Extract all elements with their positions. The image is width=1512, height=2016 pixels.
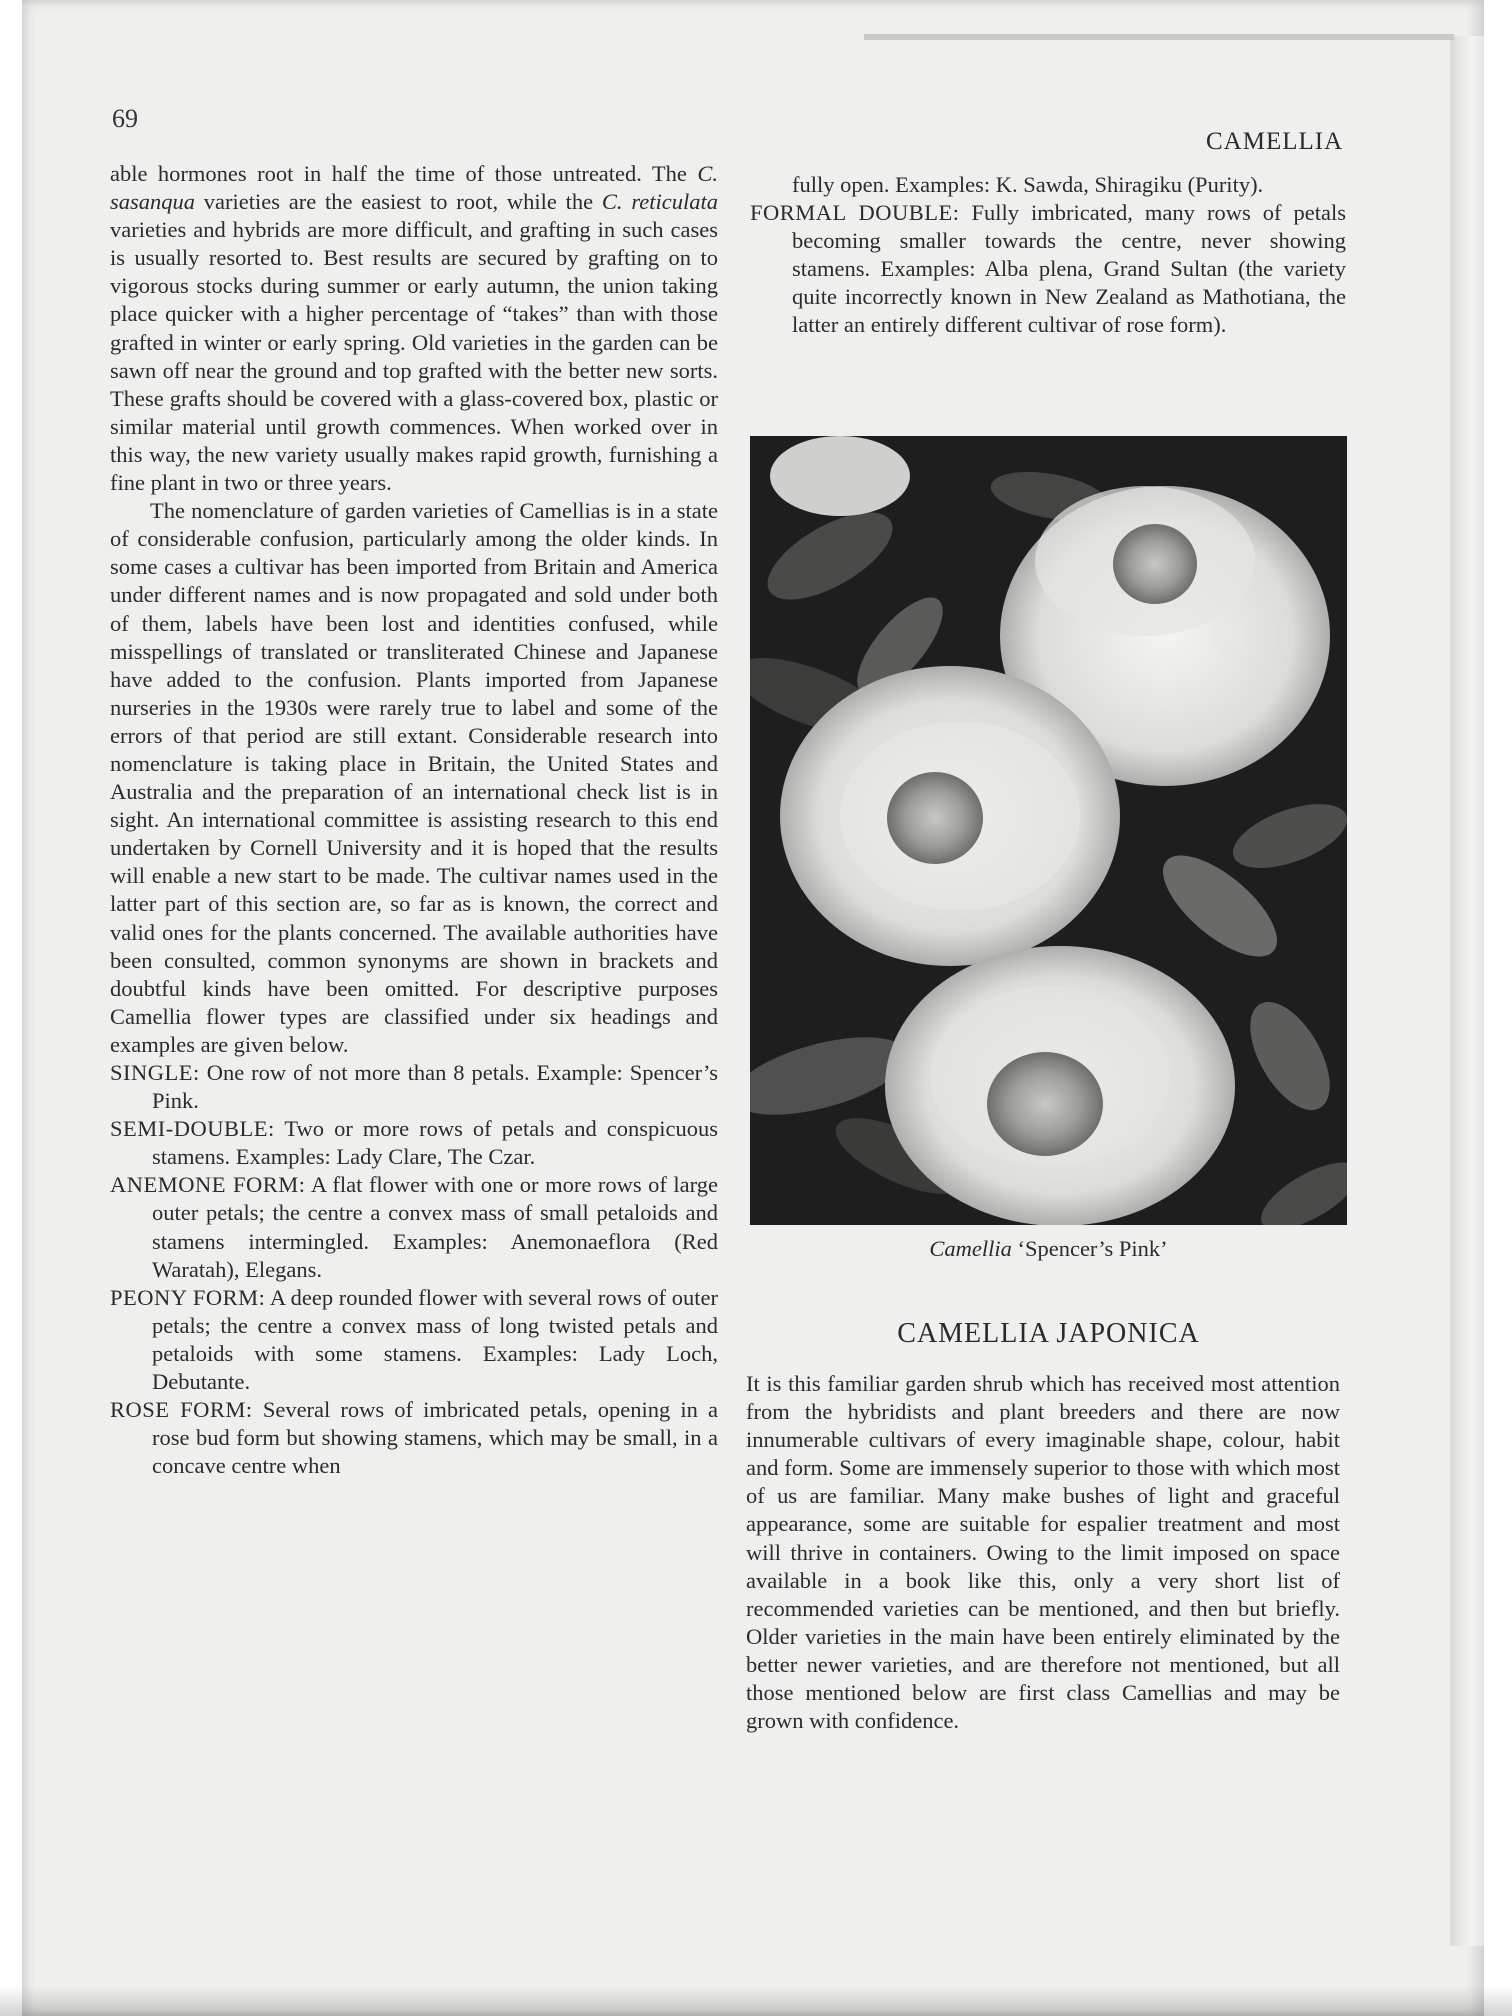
camellia-photo: [750, 436, 1347, 1225]
flower-type-formal-double: FORMAL DOUBLE: Fully imbricated, many rows of petals becoming smaller towards the centre, never showing stamens. Examples: Alba plena, Grand Sultan (the variety quite incorrectly known in New Zealand as Mathotiana, the latter an entirely different cultivar of rose form).: [750, 200, 1346, 338]
camellia-photo-image: [750, 436, 1347, 1225]
rose-form-continuation: fully open. Examples: K. Sawda, Shiragiku (Purity).: [792, 172, 1264, 197]
paragraph-camellia-japonica: It is this familiar garden shrub which has received most attention from the hybridists and plant breeders and there are now innumerable cultivars of every imaginable shape, colour, habit and form. Some are immensely superior to those with which most of us are familiar. Many make bushes of light and graceful appearance, some are suitable for espalier treatment and most will thrive in containers. Owing to the limit imposed on space available in a book like this, only a very short list of recommended varieties can be mentioned, and then but briefly. Older varieties in the main have been entirely eliminated by the better newer varieties, and are therefore not mentioned, but all those mentioned below are first class Camellias and may be grown with confidence.: [746, 1371, 1340, 1734]
page-edge-top: [864, 34, 1454, 40]
paragraph-propagation: able hormones root in half the time of those untreated. The C. sasanqua varieties are the easiest to root, while the C. reticulata varieties and hybrids are more difficult, and grafting in such cases is usually resorted to. Best results are secured by grafting on to vigorous stocks during summer or early autumn, the union taking place quicker with a higher percentage of “takes” than with those grafted in winter or early spring. Old varieties in the garden can be sawn off near the ground and top grafted with the better new sorts. These grafts should be covered with a glass-covered box, plastic or similar material until growth commences. When worked over in this way, the new variety usually makes rapid growth, furnishing a fine plant in two or three years.: [110, 161, 718, 496]
flower-type-peony: PEONY FORM: A deep rounded flower with several rows of outer petals; the centre a convex mass of long twisted petals and petaloids with some stamens. Examples: Lady Loch, Debutante.: [110, 1284, 718, 1395]
running-head: CAMELLIA: [1206, 128, 1344, 155]
flower-type-single: SINGLE: One row of not more than 8 petals. Example: Spencer’s Pink.: [110, 1060, 718, 1114]
flower-type-anemone: ANEMONE FORM: A flat flower with one or more rows of large outer petals; the centre a convex mass of small petaloids and stamens intermingled. Examples: Anemonaeflora (Red Waratah), Elegans.: [110, 1172, 718, 1282]
page-edge: [1450, 36, 1484, 1946]
right-column-top: [750, 171, 1346, 340]
section-heading: CAMELLIA JAPONICA: [897, 1318, 1200, 1349]
right-column-body: [746, 1370, 1340, 1735]
paragraph-nomenclature: The nomenclature of garden varieties of Camellias is in a state of considerable confusion, particularly among the older kinds. In some cases a cultivar has been imported from Britain and America under different names and is now propagated and sold under both of them, labels have been lost and identities confused, while misspellings of translated or transliterated Chinese and Japanese have added to the confusion. Plants imported from Japanese nurseries in the 1930s were rarely true to label and some of the errors of that period are still extant. Considerable research into nomenclature is taking place in Britain, the United States and Australia and the preparation of an international check list is in sight. An international committee is assisting research to this end undertaken by Cornell University and it is hoped that the results will enable a new start to be made. The cultivar names used in the latter part of this section are, so far as is known, the correct and valid ones for the plants concerned. The available authorities have been consulted, common synonyms are shown in brackets and doubtful kinds have been omitted. For descriptive purposes Camellia flower types are classified under six headings and examples are given below.: [110, 498, 718, 1057]
left-column: [110, 160, 718, 1480]
photo-caption: Camellia ‘Spencer’s Pink’: [929, 1236, 1168, 1261]
page-number: 69: [112, 104, 138, 133]
flower-type-semi-double: SEMI-DOUBLE: Two or more rows of petals and conspicuous stamens. Examples: Lady Clare, The Czar.: [110, 1116, 718, 1170]
page-bottom-shadow: [0, 1986, 1512, 2016]
flower-type-rose: ROSE FORM: Several rows of imbricated petals, opening in a rose bud form but showing stamens, which may be small, in a concave centre when: [110, 1397, 719, 1479]
